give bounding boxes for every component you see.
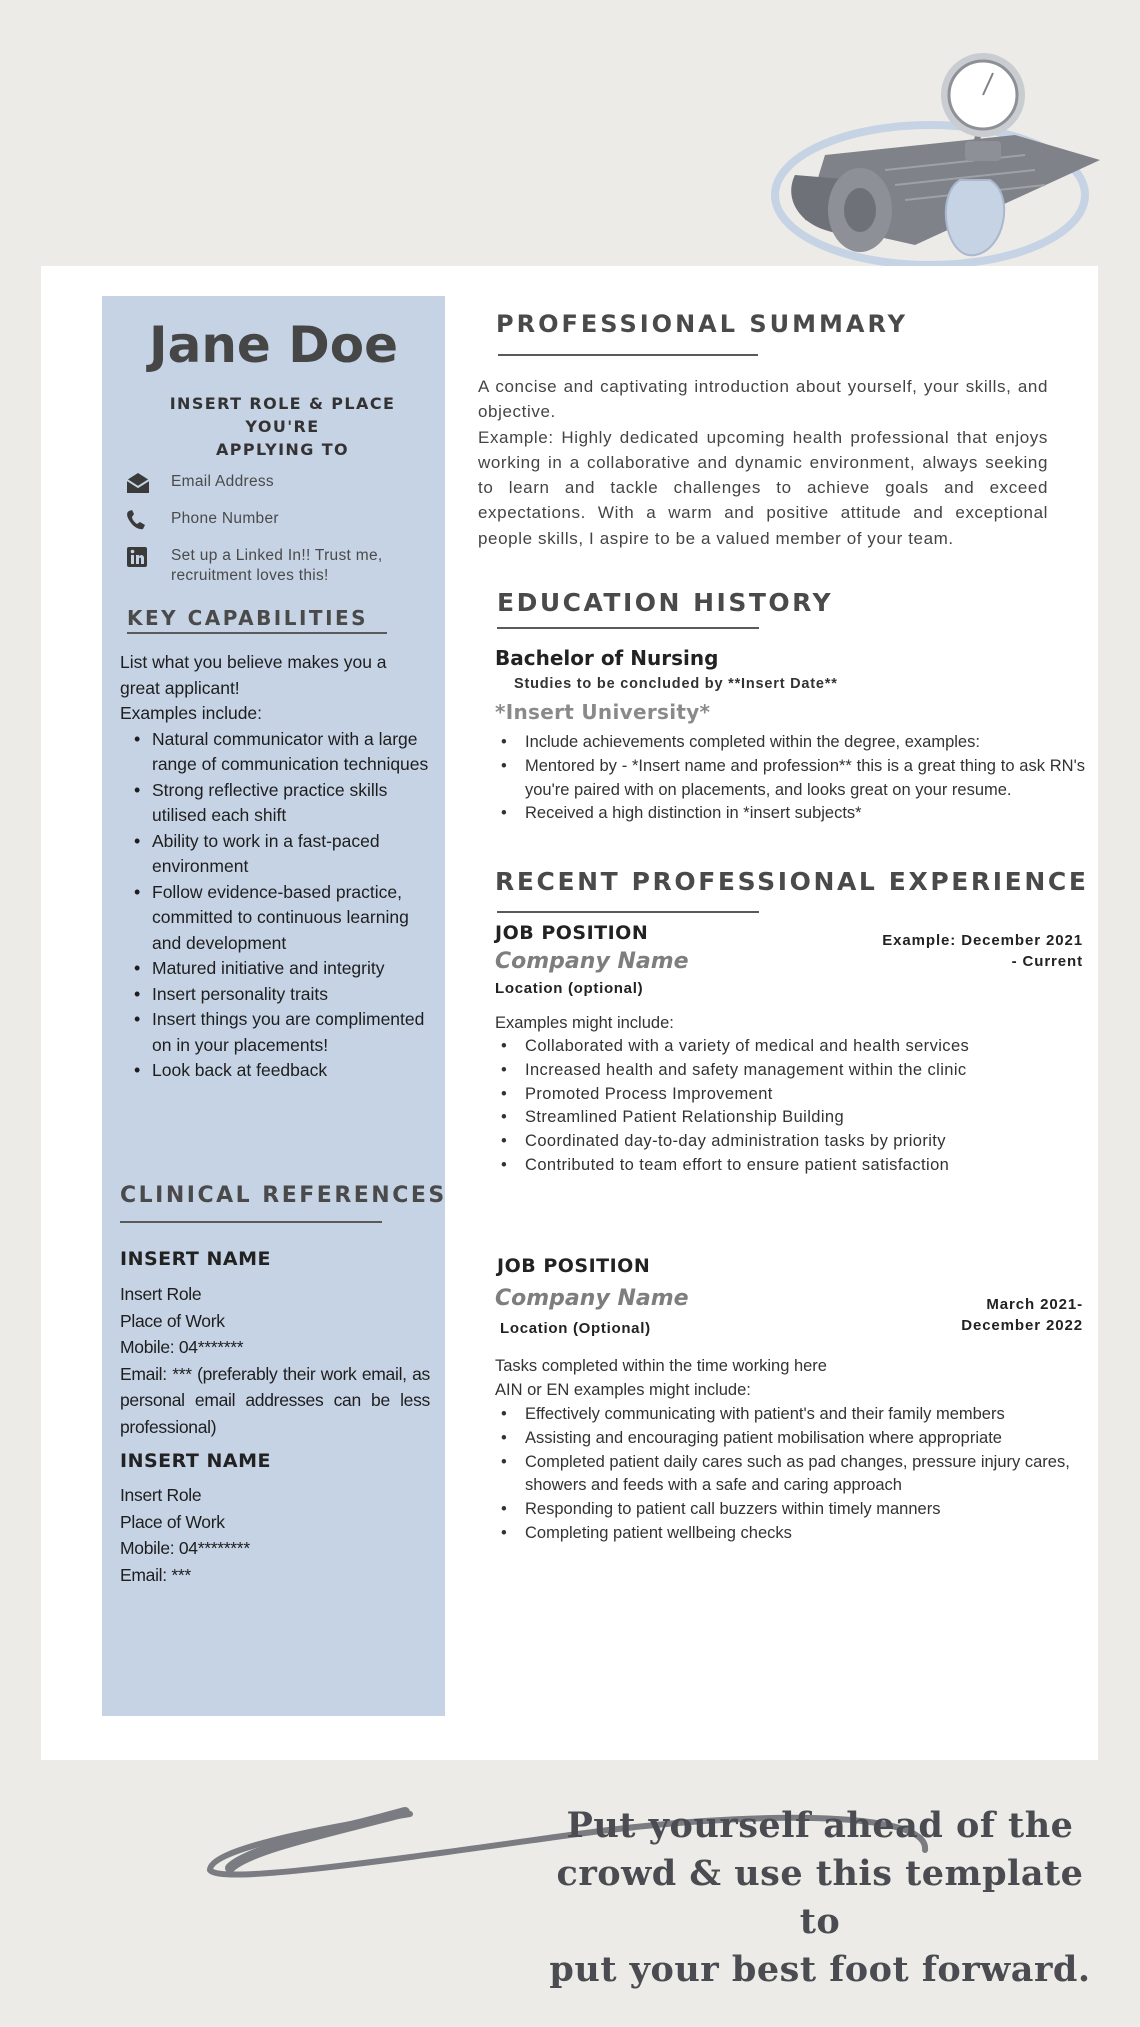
list-item: • Responding to patient call buzzers within timely manners	[495, 1498, 1075, 1522]
list-item: • Strong reflective practice skills utilised each shift	[134, 778, 430, 829]
candidate-name: Jane Doe	[148, 316, 399, 374]
key-capabilities-body: List what you believe makes you a great applicant! Examples include: • Natural communicator with a large range of communication techniques • Strong reflective practice skills utilised each shift • Ability to work in a fast-paced environment • Follow evidence-based practice, committed to continuous learning and development • Matured initiative and integrity • Insert personality traits • Insert things you are complimented on in your placements! • Look back at feedback	[120, 650, 430, 1084]
list-item: • Contributed to team effort to ensure patient satisfaction	[495, 1154, 1017, 1178]
list-item: • Collaborated with a variety of medical and health services	[495, 1035, 1017, 1059]
clinical-references-rule	[120, 1221, 382, 1223]
list-item: • Effectively communicating with patient's and their family members	[495, 1403, 1075, 1427]
phone-text: Phone Number	[171, 510, 279, 527]
job-dates: March 2021- December 2022	[961, 1296, 1083, 1334]
contact-linkedin	[125, 546, 425, 586]
list-item: • Insert personality traits	[134, 982, 430, 1008]
list-item: • Coordinated day-to-day administration tasks by priority	[495, 1130, 1017, 1154]
summary-text: A concise and captivating introduction about yourself, your skills, and objective. Example: Highly dedicated upcoming health professional that enjoys working in a collaborative and dynamic environment, always seeking to learn and tackle challenges to achieve goals and exceed expectations. With a warm and positive attitude and exceptional people skills, I aspire to be a valued member of your team.	[478, 377, 1048, 548]
phone-icon	[125, 509, 151, 531]
linkedin-text: Set up a Linked In!! Trust me, recruitment loves this!	[171, 547, 383, 584]
list-item: • Look back at feedback	[134, 1058, 430, 1084]
experience-heading: RECENT PROFESSIONAL EXPERIENCE	[495, 867, 1089, 896]
degree-title: Bachelor of Nursing	[495, 646, 719, 670]
job-position: JOB POSITION	[495, 922, 649, 944]
university-name: *Insert University*	[495, 700, 711, 724]
list-item: • Insert things you are complimented on in your placements!	[134, 1007, 430, 1058]
list-item: • Completing patient wellbeing checks	[495, 1522, 1075, 1546]
list-item: • Assisting and encouraging patient mobilisation where appropriate	[495, 1427, 1075, 1451]
list-item: • Streamlined Patient Relationship Building	[495, 1106, 1017, 1130]
reference-name: INSERT NAME	[120, 1248, 271, 1270]
degree-completion: Studies to be concluded by **Insert Date**	[514, 676, 838, 692]
email-text: Email Address	[171, 473, 274, 490]
reference-name: INSERT NAME	[120, 1450, 271, 1472]
job-intro: Examples might include:	[495, 1014, 674, 1032]
list-item: • Matured initiative and integrity	[134, 956, 430, 982]
blood-pressure-cuff-illustration	[765, 45, 1105, 290]
tagline: Put yourself ahead of the crowd & use this template to put your best foot forward.	[549, 1805, 1091, 1990]
education-achievements	[495, 731, 1085, 826]
education-heading: EDUCATION HISTORY	[497, 588, 834, 617]
contact-email	[125, 472, 425, 494]
key-capabilities-heading: KEY CAPABILITIES	[127, 606, 369, 630]
education-rule	[497, 627, 759, 629]
list-item: • Received a high distinction in *insert subjects*	[495, 802, 1085, 826]
contact-phone	[125, 509, 425, 531]
job-dates: Example: December 2021 - Current	[882, 932, 1083, 970]
envelope-icon	[125, 472, 151, 494]
clinical-references-heading: CLINICAL REFERENCES	[120, 1183, 447, 1208]
job-intro: Tasks completed within the time working here AIN or EN examples might include:	[495, 1357, 827, 1399]
job-location: Location (optional)	[495, 980, 644, 997]
job-duties	[495, 1035, 1017, 1178]
list-item: • Increased health and safety management within the clinic	[495, 1059, 1017, 1083]
job-location: Location (Optional)	[500, 1320, 651, 1337]
list-item: • Ability to work in a fast-paced environment	[134, 829, 430, 880]
reference-details: Insert Role Place of Work Mobile: 04******* Email: *** (preferably their work email, as personal email addresses can be less professional)	[120, 1284, 430, 1437]
company-name: Company Name	[495, 1286, 689, 1311]
list-item: • Completed patient daily cares such as pad changes, pressure injury cares, showers and feeds with a safe and caring approach	[495, 1451, 1075, 1499]
summary-rule	[498, 354, 758, 356]
target-role: INSERT ROLE & PLACE YOU'RE APPLYING TO	[169, 394, 396, 459]
list-item: • Natural communicator with a large range of communication techniques	[134, 727, 430, 778]
key-capabilities-rule	[127, 632, 387, 634]
company-name: Company Name	[495, 949, 689, 974]
job-position: JOB POSITION	[497, 1255, 651, 1277]
experience-rule	[497, 911, 759, 913]
list-item: • Promoted Process Improvement	[495, 1083, 1017, 1107]
list-item: • Include achievements completed within the degree, examples:	[495, 731, 1085, 755]
job-duties	[495, 1403, 1075, 1546]
reference-details: Insert Role Place of Work Mobile: 04******** Email: ***	[120, 1485, 250, 1585]
capabilities-list	[134, 727, 430, 1084]
professional-summary-heading: PROFESSIONAL SUMMARY	[496, 310, 909, 338]
list-item: • Mentored by - *Insert name and profession** this is a great thing to ask RN's you're paired with on placements, and looks great on your resume.	[495, 755, 1085, 803]
linkedin-icon	[125, 546, 151, 568]
list-item: • Follow evidence-based practice, committed to continuous learning and development	[134, 880, 430, 957]
